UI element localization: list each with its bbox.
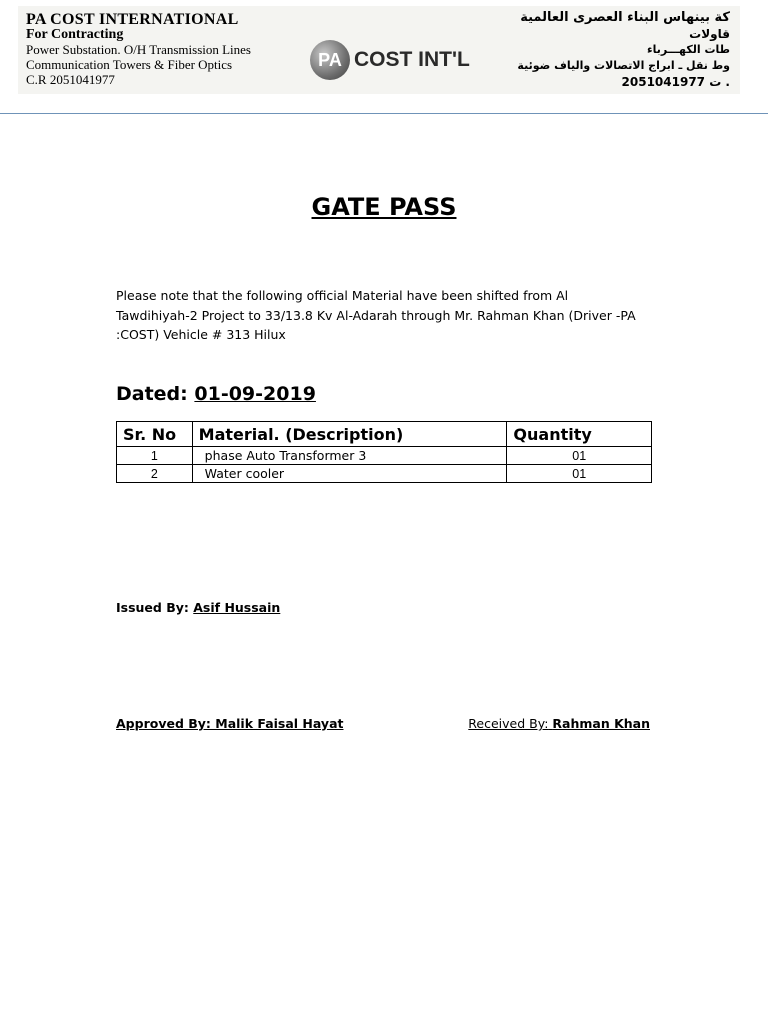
logo-emblem-icon: PA <box>310 40 350 80</box>
company-subtitle: For Contracting <box>26 27 124 42</box>
company-services-line-1: Power Substation. O/H Transmission Lines <box>26 42 251 57</box>
arabic-cr-number: . ت 2051041977 <box>621 75 730 89</box>
intro-line-2: Tawdihiyah-2 Project to 33/13.8 Kv Al-Adarah through Mr. Rahman Khan (Driver -PA <box>116 307 636 323</box>
received-by-name: Rahman Khan <box>552 716 650 731</box>
issued-by <box>116 600 280 615</box>
logo-wordmark: COST INT'L <box>354 48 470 71</box>
company-logo <box>310 40 470 80</box>
row-sr-no: 2 <box>117 465 193 483</box>
header-sr-no: Sr. No <box>117 422 193 447</box>
arabic-company-name: كة بينهاس البناء العصرى العالمية <box>520 10 730 25</box>
row-material: Water cooler <box>192 465 507 483</box>
header-quantity: Quantity <box>507 422 652 447</box>
intro-paragraph <box>116 286 656 345</box>
date-label: Dated: <box>116 383 188 405</box>
letterhead <box>18 6 740 94</box>
header-material: Material. (Description) <box>192 422 507 447</box>
materials-table <box>116 421 652 483</box>
arabic-subtitle: قاولات <box>689 27 730 41</box>
intro-line-3: :COST) Vehicle # 313 Hilux <box>116 327 286 342</box>
header-divider <box>0 113 768 114</box>
company-services-line-2: Communication Towers & Fiber Optics <box>26 57 233 72</box>
company-name: PA COST INTERNATIONAL <box>26 11 239 28</box>
approved-by: Approved By: Malik Faisal Hayat <box>116 716 344 731</box>
table-row <box>117 465 652 483</box>
issued-by-name: Asif Hussain <box>193 600 281 615</box>
table-header-row <box>117 422 652 447</box>
table-row <box>117 447 652 465</box>
date-value: 01-09-2019 <box>194 383 316 405</box>
row-quantity: 01 <box>507 447 652 465</box>
received-by-label: Received By: <box>468 716 549 731</box>
letterhead-arabic-block <box>517 10 730 90</box>
intro-line-1: Please note that the following official Material have been shifted from Al <box>116 288 569 303</box>
arabic-services-line-2: وط نقل ـ ابراج الاتصالات والياف ضوئية <box>517 59 730 72</box>
row-quantity: 01 <box>507 465 652 483</box>
arabic-services-line-1: طات الكهـــرباء <box>647 43 730 56</box>
row-sr-no: 1 <box>117 447 193 465</box>
date-line <box>116 383 316 405</box>
row-material: phase Auto Transformer 3 <box>192 447 507 465</box>
company-cr-number: C.R 2051041977 <box>26 72 115 87</box>
issued-by-label: Issued By: <box>116 600 189 615</box>
received-by <box>468 716 650 731</box>
letterhead-english-block <box>26 12 251 87</box>
document-title: GATE PASS <box>311 193 457 221</box>
